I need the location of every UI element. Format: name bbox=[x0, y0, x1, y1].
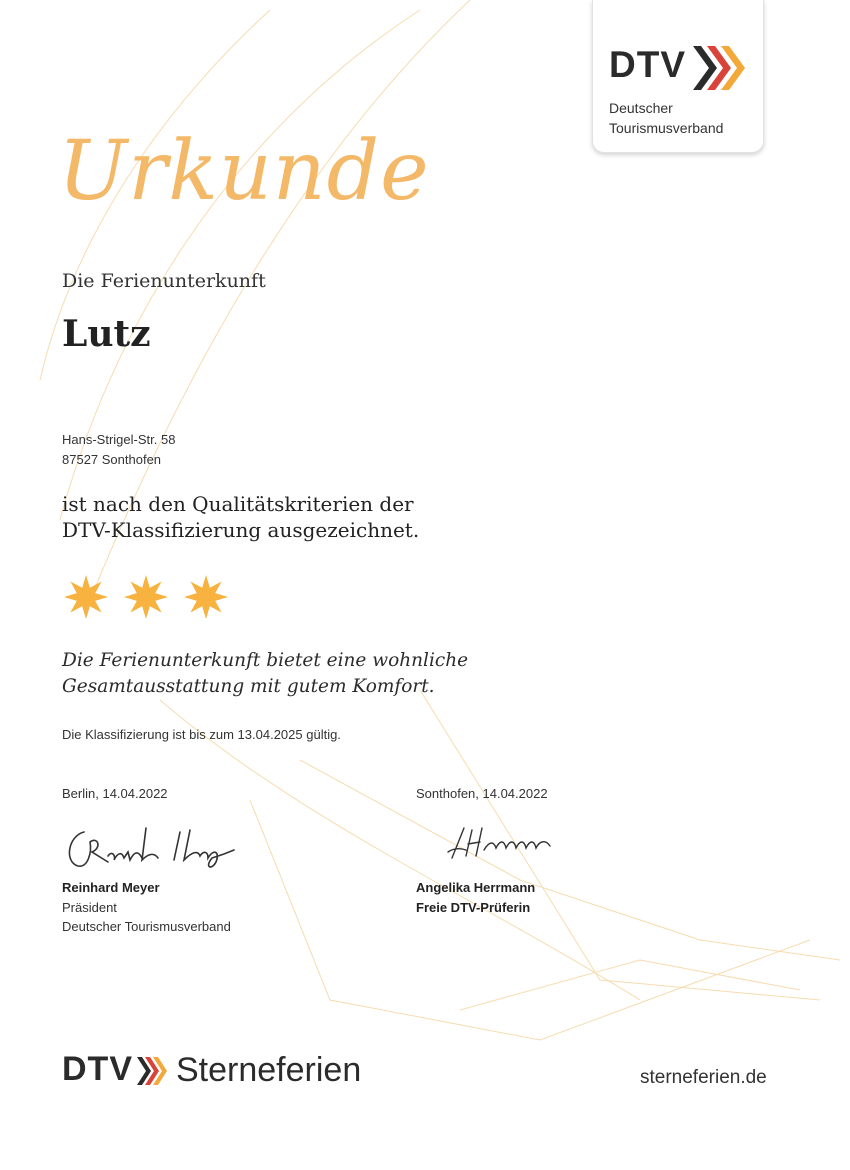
star-rating bbox=[62, 569, 242, 625]
signatory-1-name: Reinhard Meyer bbox=[62, 880, 160, 895]
badge-line-1: Deutscher bbox=[609, 100, 673, 116]
validity-note: Die Klassifizierung ist bis zum 13.04.2025 gültig. bbox=[62, 727, 341, 742]
eight-point-star-icon bbox=[64, 575, 108, 619]
footer-acronym: DTV bbox=[62, 1050, 133, 1088]
intro-text: Die Ferienunterkunft bbox=[62, 270, 266, 292]
property-name: Lutz bbox=[62, 313, 151, 355]
signature-angelika-herrmann bbox=[446, 822, 556, 864]
description-line-2: Gesamtausstattung mit gutem Komfort. bbox=[62, 676, 435, 697]
criteria-line-1: ist nach den Qualitätskriterien der bbox=[62, 492, 414, 516]
address-street: Hans-Strigel-Str. 58 bbox=[62, 432, 176, 447]
dtv-logo-badge bbox=[592, 0, 764, 153]
eight-point-star-icon bbox=[184, 575, 228, 619]
address-city: 87527 Sonthofen bbox=[62, 452, 162, 467]
signatory-2-role: Freie DTV-Prüferin bbox=[416, 900, 531, 915]
eight-point-star-icon bbox=[124, 575, 168, 619]
signatory-2-name: Angelika Herrmann bbox=[416, 880, 536, 895]
signatory-2-place-date: Sonthofen, 14.04.2022 bbox=[416, 786, 548, 801]
certificate-title: Urkunde bbox=[58, 124, 430, 219]
criteria-line-2: DTV-Klassifizierung ausgezeichnet. bbox=[62, 518, 420, 542]
signatory-1-org: Deutscher Tourismusverband bbox=[62, 919, 231, 934]
triple-chevron-icon bbox=[691, 44, 747, 92]
footer-brand: Sterneferien bbox=[176, 1051, 362, 1089]
signature-reinhard-meyer bbox=[62, 822, 252, 872]
badge-acronym: DTV bbox=[609, 44, 686, 85]
triple-chevron-icon bbox=[136, 1056, 170, 1086]
description-line-1: Die Ferienunterkunft bietet eine wohnliche bbox=[62, 650, 469, 671]
signatory-1-role: Präsident bbox=[62, 900, 117, 915]
badge-line-2: Tourismusverband bbox=[609, 120, 724, 136]
signatory-1-place-date: Berlin, 14.04.2022 bbox=[62, 786, 168, 801]
footer-url: sterneferien.de bbox=[640, 1067, 767, 1088]
